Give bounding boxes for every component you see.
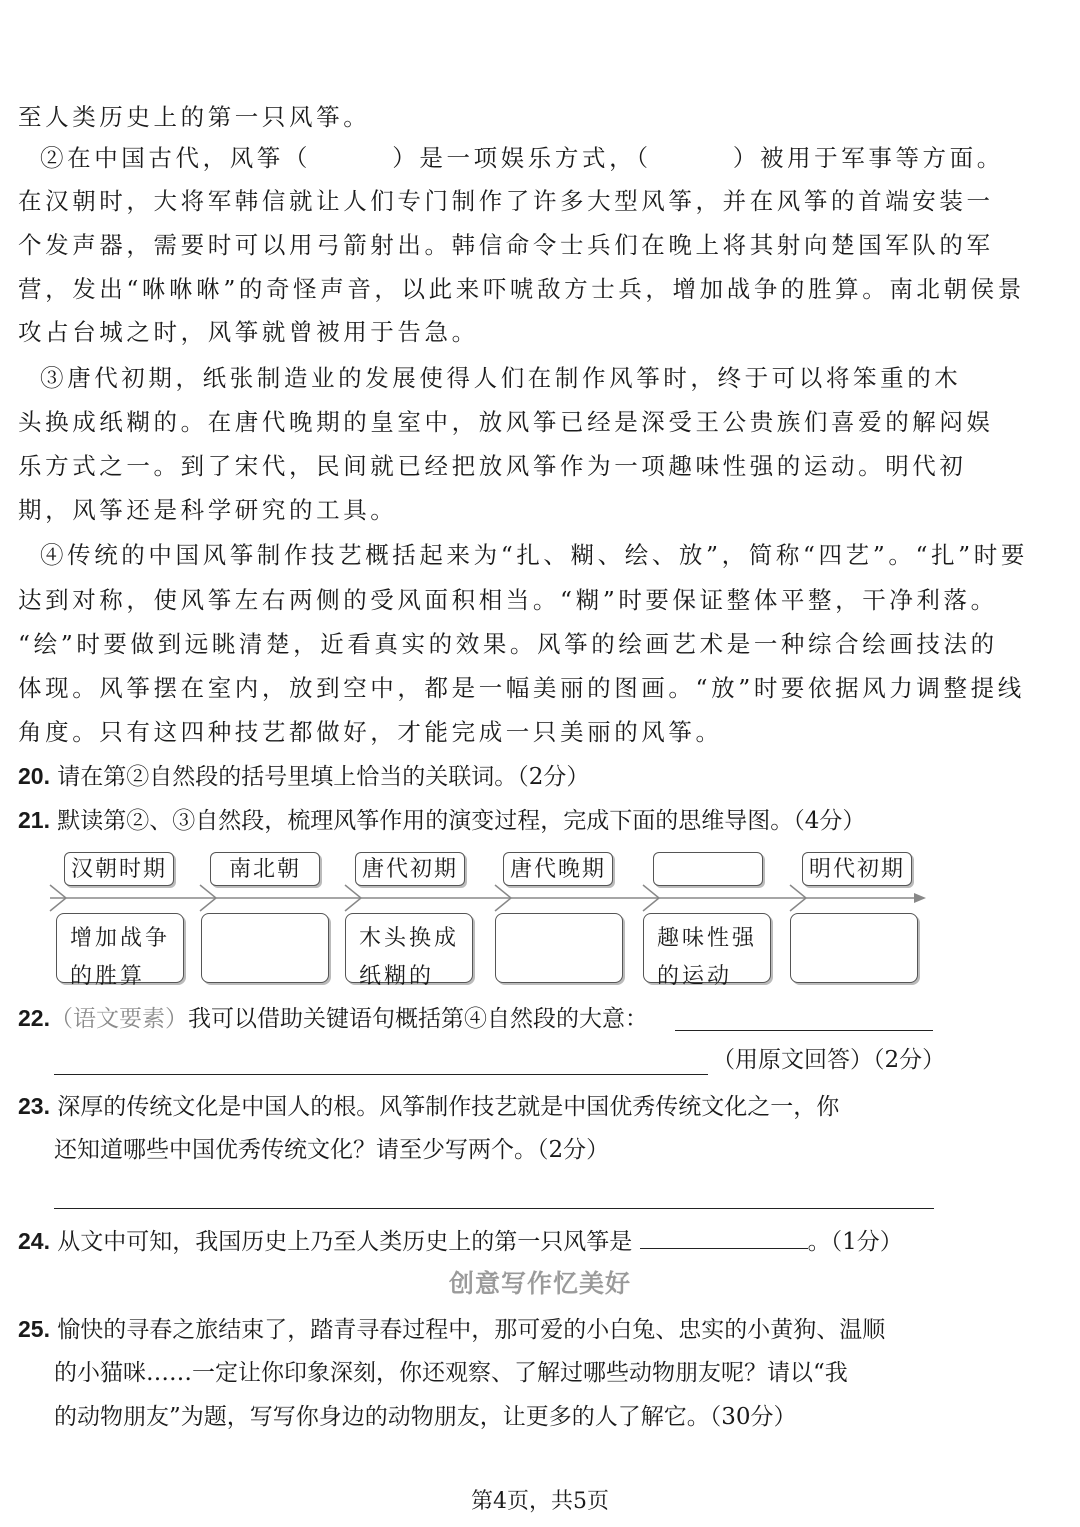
passage-line: 头换成纸糊的。在唐代晚期的皇室中，放风筝已经是深受王公贵族们喜爱的解闷娱 [18, 408, 994, 436]
question-text: 愉快的寻春之旅结束了，踏青寻春过程中，那可爱的小白兔、忠实的小黄狗、温顺 [57, 1317, 886, 1343]
passage-line: “绘”时要做到远眺清楚，近看真实的效果。风筝的绘画艺术是一种综合绘画技法的 [18, 630, 998, 658]
mindmap-effect-blank[interactable] [201, 913, 329, 983]
question-text: 的小猫咪……一定让你印象深刻，你还观察、了解过哪些动物朋友呢？请以“我 [54, 1360, 848, 1386]
passage-line: 在汉朝时，大将军韩信就让人们专门制作了许多大型风筝，并在风筝的首端安装一 [18, 187, 994, 215]
question-20 [18, 760, 589, 793]
mindmap-period-box: 唐代初期 [355, 852, 465, 886]
question-number: 21. [18, 807, 50, 833]
answer-line[interactable] [54, 1180, 934, 1209]
question-23 [18, 1090, 839, 1123]
effect-text: 的运动 [657, 964, 733, 989]
question-25 [18, 1313, 885, 1346]
answer-line[interactable] [54, 1046, 708, 1075]
question-number: 22. [18, 1005, 50, 1031]
section-title: 创意写作忆美好 [448, 1269, 631, 1298]
answer-blank[interactable] [640, 1222, 808, 1249]
question-text: 从文中可知，我国历史上乃至人类历史上的第一只风筝是 [57, 1229, 633, 1255]
mindmap-effect-blank[interactable] [495, 913, 623, 983]
mindmap-period-box: 汉朝时期 [64, 852, 174, 886]
passage-line: ④传统的中国风筝制作技艺概括起来为“扎、糊、绘、放”，简称“四艺”。“扎”时要 [40, 541, 1028, 569]
mindmap-period-box: 南北朝 [210, 852, 320, 886]
answer-note: （用原文回答）（2分） [712, 1047, 946, 1073]
passage-line: 达到对称，使风筝左右两侧的受风面积相当。“糊”时要保证整体平整，干净利落。 [18, 586, 998, 614]
passage-line: 至人类历史上的第一只风筝。 [18, 103, 371, 131]
passage-line: 营，发出“咻咻咻”的奇怪声音，以此来吓唬敌方士兵，增加战争的胜算。南北朝侯景 [18, 275, 1025, 303]
mindmap-effect-box [56, 913, 184, 989]
question-text: 深厚的传统文化是中国人的根。风筝制作技艺就是中国优秀传统文化之一，你 [57, 1094, 840, 1120]
effect-text: 趣味性强 [657, 926, 758, 951]
question-text: 的动物朋友”为题，写写你身边的动物朋友，让更多的人了解它。（30分） [54, 1404, 797, 1430]
passage-line: 体现。风筝摆在室内，放到空中，都是一幅美丽的图画。“放”时要依据风力调整提线 [18, 674, 1025, 702]
question-text: 请在第②自然段的括号里填上恰当的关联词。（2分） [57, 764, 590, 790]
question-number: 24. [18, 1228, 50, 1254]
question-number: 25. [18, 1316, 50, 1342]
effect-text: 木头换成 [359, 926, 460, 951]
element-tag: （语文要素） [49, 1006, 188, 1032]
page-number: 第4页，共5页 [471, 1489, 609, 1514]
effect-text: 纸糊的 [359, 964, 435, 989]
question-number: 20. [18, 763, 50, 789]
mindmap-effect-blank[interactable] [790, 913, 918, 983]
mindmap-period-box: 明代初期 [802, 852, 912, 886]
mindmap-effect-box [643, 913, 771, 989]
question-text: 我可以借助关键语句概括第④自然段的大意： [187, 1006, 648, 1032]
passage-line: 角度。只有这四种技艺都做好，才能完成一只美丽的风筝。 [18, 718, 723, 746]
passage-line: 乐方式之一。到了宋代，民间就已经把放风筝作为一项趣味性强的运动。明代初 [18, 452, 967, 480]
question-21 [18, 804, 865, 837]
question-text: 还知道哪些中国优秀传统文化？请至少写两个。（2分） [54, 1137, 610, 1163]
answer-line[interactable] [675, 1002, 933, 1031]
passage-line: 攻占台城之时，风筝就曾被用于告急。 [18, 318, 479, 346]
question-22 [18, 1002, 648, 1035]
mindmap-period-box: 唐代晚期 [503, 852, 613, 886]
passage-line: 期，风筝还是科学研究的工具。 [18, 496, 398, 524]
passage-line: 个发声器，需要时可以用弓箭射出。韩信命令士兵们在晚上将其射向楚国军队的军 [18, 231, 994, 259]
question-24 [18, 1222, 903, 1258]
question-text: 默读第②、③自然段，梳理风筝作用的演变过程，完成下面的思维导图。（4分） [57, 808, 866, 834]
effect-text: 的胜算 [70, 964, 146, 989]
effect-text: 增加战争 [70, 926, 171, 951]
question-number: 23. [18, 1093, 50, 1119]
passage-line: ②在中国古代，风筝（ ）是一项娱乐方式，（ ）被用于军事等方面。 [40, 144, 1004, 172]
question-score: 。（1分） [807, 1229, 903, 1255]
mindmap-effect-box [345, 913, 473, 989]
mindmap-period-blank[interactable] [653, 852, 763, 886]
passage-line: ③唐代初期，纸张制造业的发展使得人们在制作风筝时，终于可以将笨重的木 [40, 364, 962, 392]
